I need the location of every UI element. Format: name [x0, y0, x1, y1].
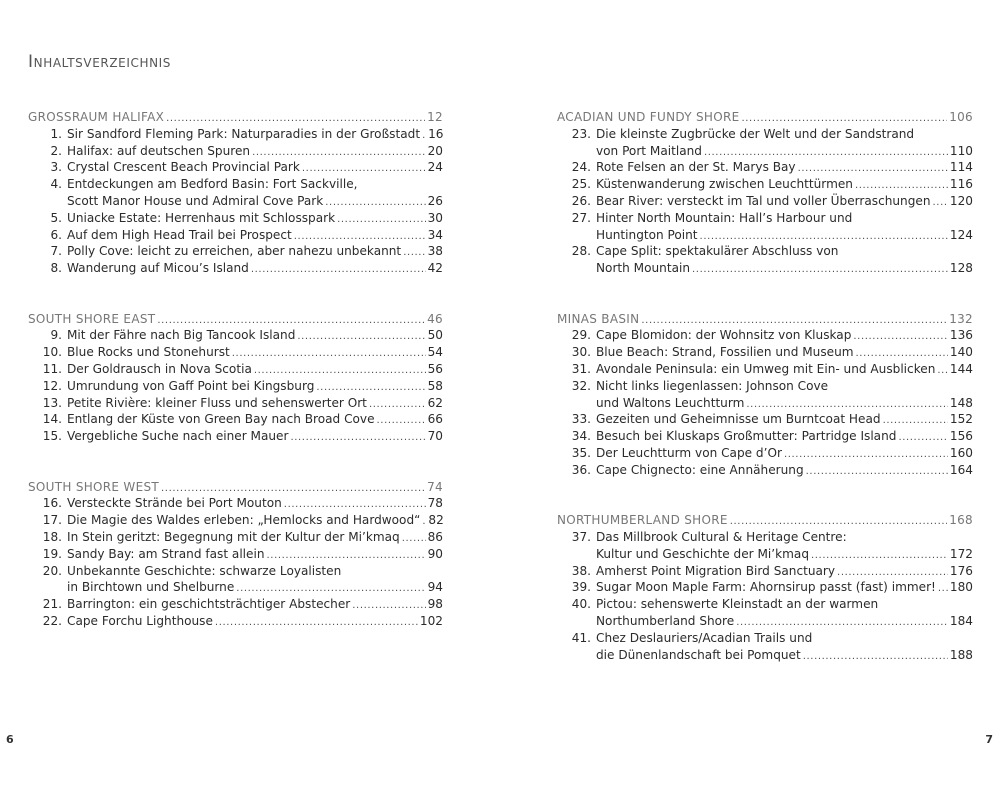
dot-leader	[784, 447, 948, 464]
toc-entry	[28, 327, 443, 344]
entry-title: Hinter North Mountain: Hall’s Harbour und	[596, 210, 853, 225]
entry-page-number: 30	[427, 210, 443, 225]
toc-entry	[557, 210, 973, 244]
entry-page-number: 110	[949, 143, 973, 158]
toc-entry-line	[28, 529, 443, 546]
toc-entry-line	[557, 630, 973, 647]
section-title: SOUTH SHORE WEST	[28, 479, 160, 494]
toc-entry-line	[28, 613, 443, 630]
toc-entry-line	[557, 647, 973, 664]
toc-entry	[28, 395, 443, 412]
toc-entry-line	[557, 210, 973, 227]
toc-entry	[557, 445, 973, 462]
toc-entry	[28, 210, 443, 227]
toc-entry	[28, 512, 443, 529]
toc-entry-line	[28, 159, 443, 176]
toc-entry	[557, 176, 973, 193]
entry-page-number: 26	[427, 193, 443, 208]
entry-title: Umrundung von Gaff Point bei Kingsburg	[67, 378, 315, 393]
toc-entry-line	[28, 260, 443, 277]
entry-title: Petite Rivière: kleiner Fluss und sehenswerter Ort	[67, 395, 367, 410]
toc-entry	[28, 361, 443, 378]
entry-title: Avondale Peninsula: ein Umweg mit Ein- und Ausblicken	[596, 361, 936, 376]
entry-page-number: 164	[949, 462, 973, 477]
entry-number: 20.	[42, 563, 62, 578]
toc-entry-line	[28, 428, 443, 445]
section-heading	[28, 311, 443, 328]
entry-number: 9.	[50, 328, 62, 343]
toc-entry	[28, 411, 443, 428]
entry-page-number: 78	[427, 496, 443, 511]
toc-entry-line	[28, 512, 443, 529]
entry-number: 37.	[571, 529, 591, 544]
entry-title: Bear River: versteckt im Tal und voller Überraschungen	[596, 193, 931, 208]
toc-entry-line	[28, 193, 443, 210]
entry-title: Die kleinste Zugbrücke der Welt und der Sandstrand	[596, 126, 915, 141]
toc-entry	[557, 529, 973, 563]
entry-title: Pictou: sehenswerte Kleinstadt an der warmen	[596, 597, 879, 612]
entry-title: Der Goldrausch in Nova Scotia	[67, 361, 252, 376]
entry-number: 4.	[50, 177, 62, 192]
entry-page-number: 98	[427, 597, 443, 612]
entry-number: 18.	[42, 529, 62, 544]
toc-entry	[28, 563, 443, 597]
section-heading	[28, 479, 443, 496]
dot-leader	[297, 329, 425, 346]
entry-title: Uniacke Estate: Herrenhaus mit Schlosspark	[67, 210, 336, 225]
entry-page-number: 120	[949, 193, 973, 208]
dot-leader	[251, 262, 426, 279]
toc-entry	[28, 227, 443, 244]
entry-title: Sugar Moon Maple Farm: Ahornsirup passt (fast) immer!	[596, 580, 936, 595]
entry-number: 23.	[571, 126, 591, 141]
toc-entry-line	[28, 210, 443, 227]
toc-entry	[28, 243, 443, 260]
entry-page-number: 82	[428, 513, 444, 528]
entry-page-number: 56	[427, 361, 443, 376]
entry-page-number: 94	[427, 580, 443, 595]
toc-entry-line	[557, 193, 973, 210]
section-title: GROSSRAUM HALIFAX	[28, 110, 165, 124]
toc-entry-line	[28, 176, 443, 193]
entry-title: und Waltons Leuchtturm	[596, 395, 745, 410]
toc-entry	[557, 327, 973, 344]
toc-entry-line	[557, 546, 973, 563]
section-page-number: 106	[949, 110, 973, 124]
entry-page-number: 176	[949, 563, 973, 578]
entry-number: 1.	[50, 126, 62, 141]
section-page-number: 74	[427, 479, 443, 494]
entry-title: Versteckte Strände bei Port Mouton	[67, 496, 282, 511]
toc-entry	[557, 411, 973, 428]
entry-page-number: 34	[427, 227, 443, 242]
toc-entry-line	[557, 411, 973, 428]
toc-entry-line	[557, 445, 973, 462]
toc-entry-line	[557, 126, 973, 143]
dot-leader	[422, 514, 426, 531]
entry-title: Die Magie des Waldes erleben: „Hemlocks and Hardwood“	[67, 513, 421, 528]
toc-entry	[28, 126, 443, 143]
entry-title: Entdeckungen am Bedford Basin: Fort Sackville,	[67, 177, 358, 192]
toc-entry-line	[557, 260, 973, 277]
dot-leader	[325, 195, 425, 212]
toc-entry-line	[28, 495, 443, 512]
entry-number: 8.	[50, 261, 62, 276]
entry-title: Küstenwanderung zwischen Leuchttürmen	[596, 177, 853, 192]
toc-entry-line	[557, 596, 973, 613]
toc-entry-line	[28, 227, 443, 244]
entry-page-number: 54	[427, 345, 443, 360]
entry-title: Auf dem High Head Trail bei Prospect	[67, 227, 292, 242]
toc-entry-line	[557, 327, 973, 344]
toc-entry-line	[557, 462, 973, 479]
toc-entry	[28, 546, 443, 563]
entry-page-number: 184	[949, 613, 973, 628]
dot-leader	[403, 245, 425, 262]
entry-number: 36.	[571, 462, 591, 477]
entry-number: 30.	[571, 345, 591, 360]
entry-page-number: 38	[427, 244, 443, 259]
toc-entry	[28, 529, 443, 546]
entry-title: Vergebliche Suche nach einer Mauer	[67, 429, 289, 444]
entry-title: Polly Cove: leicht zu erreichen, aber nahezu unbekannt	[67, 244, 402, 259]
dot-leader	[938, 581, 948, 598]
entry-page-number: 86	[427, 529, 443, 544]
toc-entry	[557, 126, 973, 160]
entry-number: 26.	[571, 193, 591, 208]
section-title: ACADIAN UND FUNDY SHORE	[557, 110, 740, 124]
page-number-right: 7	[985, 733, 993, 746]
dot-leader	[337, 212, 425, 229]
toc-entry	[28, 176, 443, 210]
entry-number: 12.	[42, 378, 62, 393]
entry-title: in Birchtown und Shelburne	[67, 580, 235, 595]
toc-entry-line	[557, 243, 973, 260]
toc-section	[557, 311, 973, 479]
toc-entry-line	[557, 176, 973, 193]
entry-page-number: 20	[427, 143, 443, 158]
entry-page-number: 160	[949, 445, 973, 460]
toc-entry	[28, 428, 443, 445]
entry-number: 25.	[571, 177, 591, 192]
entry-page-number: 152	[949, 412, 973, 427]
toc-entry	[28, 378, 443, 395]
entry-page-number: 58	[427, 378, 443, 393]
toc-entry	[557, 630, 973, 664]
section-page-number: 132	[949, 311, 973, 326]
dot-leader	[215, 615, 418, 632]
entry-title: Gezeiten und Geheimnisse um Burntcoat Head	[596, 412, 881, 427]
toc-right-column	[557, 109, 973, 697]
entry-page-number: 136	[949, 328, 973, 343]
entry-number: 17.	[42, 513, 62, 528]
entry-title: Cape Split: spektakulärer Abschluss von	[596, 244, 839, 259]
toc-entry	[557, 428, 973, 445]
entry-page-number: 50	[427, 328, 443, 343]
toc-entry-line	[28, 395, 443, 412]
toc-entry-line	[28, 411, 443, 428]
entry-number: 13.	[42, 395, 62, 410]
entry-page-number: 140	[949, 345, 973, 360]
entry-page-number: 42	[427, 261, 443, 276]
dot-leader	[933, 195, 948, 212]
toc-section	[557, 512, 973, 663]
entry-number: 5.	[50, 210, 62, 225]
entry-title: Sir Sandford Fleming Park: Naturparadies in der Großstadt	[67, 126, 421, 141]
toc-entry-line	[557, 159, 973, 176]
toc-section	[28, 109, 443, 277]
toc-entry	[28, 143, 443, 160]
dot-leader	[290, 430, 425, 447]
toc-entry-line	[557, 361, 973, 378]
toc-entry	[557, 596, 973, 630]
entry-title: Scott Manor House und Admiral Cove Park	[67, 193, 324, 208]
entry-title: In Stein geritzt: Begegnung mit der Kultur der Mi’kmaq	[67, 529, 400, 544]
entry-number: 28.	[571, 244, 591, 259]
dot-leader	[692, 262, 948, 279]
entry-page-number: 148	[949, 395, 973, 410]
section-title: MINAS BASIN	[557, 311, 640, 326]
toc-entry-line	[557, 344, 973, 361]
entry-number: 24.	[571, 160, 591, 175]
entry-number: 7.	[50, 244, 62, 259]
section-title: SOUTH SHORE EAST	[28, 311, 156, 326]
entry-title: die Dünenlandschaft bei Pomquet	[596, 647, 801, 662]
toc-entry	[557, 243, 973, 277]
entry-page-number: 180	[949, 580, 973, 595]
entry-number: 39.	[571, 580, 591, 595]
toc-entry	[557, 563, 973, 580]
toc-entry	[28, 495, 443, 512]
entry-page-number: 124	[949, 227, 973, 242]
entry-title: Blue Beach: Strand, Fossilien und Museum	[596, 345, 854, 360]
toc-entry-line	[28, 563, 443, 580]
entry-page-number: 102	[419, 613, 443, 628]
toc-entry	[28, 344, 443, 361]
page-title: Inhaltsverzeichnis	[28, 52, 172, 72]
entry-number: 35.	[571, 445, 591, 460]
section-page-number: 46	[427, 311, 443, 326]
entry-page-number: 156	[949, 429, 973, 444]
entry-number: 34.	[571, 429, 591, 444]
entry-number: 15.	[42, 429, 62, 444]
entry-title: Mit der Fähre nach Big Tancook Island	[67, 328, 296, 343]
entry-title: Huntington Point	[596, 227, 698, 242]
section-page-number: 168	[949, 513, 973, 528]
entry-number: 38.	[571, 563, 591, 578]
toc-entry-line	[28, 546, 443, 563]
entry-number: 6.	[50, 227, 62, 242]
toc-section	[28, 311, 443, 445]
section-heading	[557, 512, 973, 529]
toc-entry-line	[557, 227, 973, 244]
toc-entry	[28, 613, 443, 630]
dot-leader	[422, 128, 426, 145]
entry-number: 27.	[571, 210, 591, 225]
entry-number: 32.	[571, 378, 591, 393]
toc-entry-line	[28, 143, 443, 160]
toc-entry-line	[557, 143, 973, 160]
toc-entry	[28, 260, 443, 277]
entry-number: 3.	[50, 160, 62, 175]
entry-title: Rote Felsen an der St. Marys Bay	[596, 160, 796, 175]
toc-entry	[557, 344, 973, 361]
page-number-left: 6	[6, 733, 14, 746]
section-page-number: 12	[427, 110, 443, 124]
entry-page-number: 66	[427, 412, 443, 427]
toc-entry-line	[557, 579, 973, 596]
entry-title: Nicht links liegenlassen: Johnson Cove	[596, 378, 829, 393]
entry-title: Der Leuchtturm von Cape d’Or	[596, 445, 782, 460]
section-heading	[557, 109, 973, 126]
entry-number: 19.	[42, 546, 62, 561]
section-heading	[28, 109, 443, 126]
entry-page-number: 116	[949, 177, 973, 192]
entry-title: Amherst Point Migration Bird Sanctuary	[596, 563, 836, 578]
toc-entry-line	[557, 563, 973, 580]
dot-leader	[402, 531, 426, 548]
entry-page-number: 114	[949, 160, 973, 175]
entry-number: 10.	[42, 345, 62, 360]
section-title: NORTHUMBERLAND SHORE	[557, 513, 728, 528]
entry-number: 11.	[42, 361, 62, 376]
toc-entry	[557, 361, 973, 378]
entry-number: 41.	[571, 630, 591, 645]
toc-entry	[557, 462, 973, 479]
dot-leader	[352, 598, 425, 615]
entry-page-number: 24	[427, 160, 443, 175]
toc-entry-line	[557, 378, 973, 395]
toc-entry	[28, 159, 443, 176]
entry-number: 2.	[50, 143, 62, 158]
toc-entry	[557, 579, 973, 596]
entry-title: Cape Chignecto: eine Annäherung	[596, 462, 804, 477]
entry-number: 29.	[571, 328, 591, 343]
entry-number: 14.	[42, 412, 62, 427]
entry-number: 31.	[571, 361, 591, 376]
toc-entry-line	[28, 361, 443, 378]
entry-number: 33.	[571, 412, 591, 427]
dot-leader	[803, 649, 948, 666]
entry-title: Sandy Bay: am Strand fast allein	[67, 546, 265, 561]
toc-entry-line	[28, 596, 443, 613]
entry-page-number: 188	[949, 647, 973, 662]
entry-title: Entlang der Küste von Green Bay nach Broad Cove	[67, 412, 375, 427]
entry-number: 21.	[42, 597, 62, 612]
toc-entry-line	[28, 344, 443, 361]
entry-title: Kultur und Geschichte der Mi’kmaq	[596, 546, 809, 561]
section-heading	[557, 311, 973, 328]
dot-leader	[898, 430, 947, 447]
toc-left-column	[28, 109, 443, 663]
dot-leader	[232, 346, 426, 363]
toc-entry-line	[28, 378, 443, 395]
entry-number: 16.	[42, 496, 62, 511]
toc-entry	[557, 378, 973, 412]
entry-page-number: 144	[949, 361, 973, 376]
entry-page-number: 70	[427, 429, 443, 444]
entry-title: Blue Rocks und Stonehurst	[67, 345, 230, 360]
entry-title: Halifax: auf deutschen Spuren	[67, 143, 251, 158]
toc-entry-line	[28, 243, 443, 260]
dot-leader	[806, 464, 948, 481]
entry-title: Chez Deslauriers/Acadian Trails und	[596, 630, 813, 645]
entry-number: 22.	[42, 613, 62, 628]
toc-entry	[28, 596, 443, 613]
dot-leader	[369, 397, 426, 414]
entry-title: Wanderung auf Micou’s Island	[67, 261, 249, 276]
toc-entry-line	[557, 395, 973, 412]
entry-page-number: 172	[949, 546, 973, 561]
entry-title: Barrington: ein geschichtsträchtiger Abstecher	[67, 597, 351, 612]
entry-title: Das Millbrook Cultural & Heritage Centre:	[596, 529, 847, 544]
dot-leader	[937, 363, 948, 380]
entry-page-number: 62	[427, 395, 443, 410]
dot-leader	[853, 329, 948, 346]
entry-page-number: 16	[428, 126, 444, 141]
entry-title: Besuch bei Kluskaps Großmutter: Partridge Island	[596, 429, 897, 444]
toc-section	[28, 479, 443, 630]
entry-title: Cape Forchu Lighthouse	[67, 613, 213, 628]
entry-title: Crystal Crescent Beach Provincial Park	[67, 160, 300, 175]
toc-entry-line	[28, 579, 443, 596]
dot-leader	[377, 413, 426, 430]
entry-page-number: 90	[427, 546, 443, 561]
entry-title: Cape Blomidon: der Wohnsitz von Kluskap	[596, 328, 852, 343]
toc-entry-line	[28, 126, 443, 143]
toc-entry-line	[557, 613, 973, 630]
entry-title: Unbekannte Geschichte: schwarze Loyalisten	[67, 563, 342, 578]
toc-entry	[557, 193, 973, 210]
entry-page-number: 128	[949, 261, 973, 276]
entry-title: North Mountain	[596, 261, 691, 276]
toc-entry-line	[557, 529, 973, 546]
entry-title: Northumberland Shore	[596, 613, 735, 628]
entry-number: 40.	[571, 597, 591, 612]
entry-title: von Port Maitland	[596, 143, 702, 158]
toc-section	[557, 109, 973, 277]
toc-entry-line	[28, 327, 443, 344]
toc-entry	[557, 159, 973, 176]
toc-entry-line	[557, 428, 973, 445]
